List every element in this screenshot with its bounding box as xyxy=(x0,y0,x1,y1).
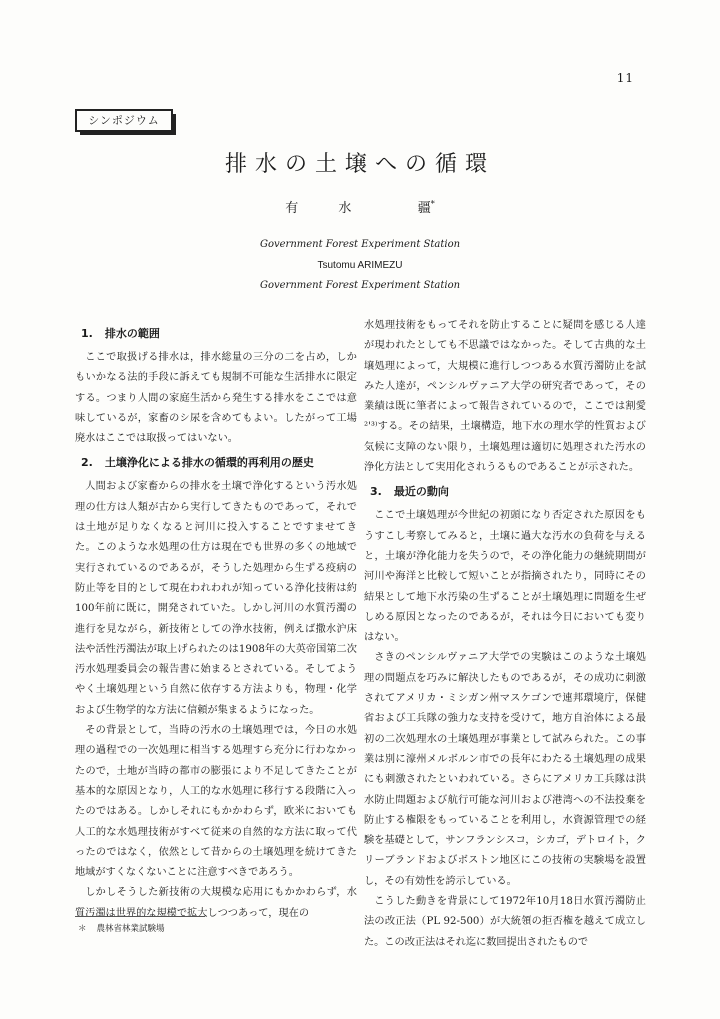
left-column xyxy=(75,316,357,924)
category-label: シンポジウム xyxy=(88,114,160,127)
footnote xyxy=(78,922,165,934)
author-footnote-mark: * xyxy=(430,199,435,209)
paragraph: ここで取扱げる排水は，排水総量の三分の二を占め，しかもいかなる法的手段に訴えても規制不可能な生活排水に限定する。つまり人間の家庭生活から発生する排水をここでは意味しているが，家畜のシ尿を含めてもよい。したがって工場廃水はここでは取扱ってはいない。 xyxy=(75,352,357,445)
paragraph: さきのペンシルヴァニア大学での実験はこのような土壌処理の問題点を巧みに解決したものであるが，その成功に刺激されてアメリカ・ミシガン州マスケゴンで連邦環境庁，保健省および工兵隊の強力な支持を受けて，地方自治体による最初の二次処理水の土壌処理が事業として試みられた。この事業は別に濠州メルボルン市での長年にわたる土壌処理の成果にも刺激されたといわれている。さらにアメリカ工兵隊は洪水防止問題および航行可能な河川および港湾への不法投棄を防止する権限をもっていることを利用し，水資源管理での経験を基礎として，サンフランシスコ，シカゴ，デトロイト，クリーブランドおよびボストン地区にこの技術の実験場を設置し，その有効性を誇示している。 xyxy=(364,652,646,887)
paragraph: ここで土壌処理が今世紀の初頭になり否定された原因をもうすこし考察してみると，土壌に過大な汚水の負荷を与えると，土壌が浄化能力を失うので，その浄化能力の継続期間が河川や海洋と比較して短いことが指摘されたり，同時にその結果として地下水汚染の生ずることが土壌処理に問題を生ぜしめる原因となったのであるが，それは今日においても変りはない。 xyxy=(364,510,646,644)
category-box xyxy=(75,109,173,132)
paragraph: こうした動きを背景にして1972年10月18日水質汚濁防止法の改正法（PL 92-500）が大統領の拒否権を越えて成立した。この改正法はそれ迄に数回提出されたもので xyxy=(364,896,646,948)
paragraph: しかしそうした新技術の大規模な応用にもかかわらず，水質汚濁は世界的な規模で拡大しつつあって，現在の xyxy=(75,887,357,919)
author-surname: 有 水 xyxy=(285,201,370,216)
author-given-name: 疆 xyxy=(417,201,431,216)
author-name xyxy=(0,197,720,216)
section-heading-3: 3. 最近の動向 xyxy=(370,485,449,499)
paper-title: 排水の土壌への循環 xyxy=(224,152,495,177)
paragraph: 水処理技術をもってそれを防止することに疑問を感じる人達が現われたとしても不思議ではなかった。そして古典的な土壌処理によって，大規模に進行しつつある水質汚濁防止を試みた人達が，ペンシルヴァニア大学の研究者であって，その業績は既に筆者によって報告されているので，ここでは割愛²'³⁾する。その結果，土壌構造，地下水の理水学的性質および気候に支障のない限り，土壌処理は適切に処理された汚水の浄化方法として実用化されうるものであることが示された。 xyxy=(364,320,646,474)
author-romaji: Tsutomu ARIMEZU xyxy=(317,260,403,271)
footnote-text: 農林省林業試験場 xyxy=(96,924,165,934)
affiliation-2: Government Forest Experiment Station xyxy=(259,280,461,291)
paragraph: その背景として，当時の汚水の土壌処理では，今日の水処理の過程での一次処理に相当する処理すら充分に行わなかったので，土地が当時の都市の膨張により不足してきたことが基本的な原因となり，人工的な水処理に移行する段階に入ったのではある。しかしそれにもかかわらず，欧米においても人工的な水処理技術がすべて従来の自然的な方法に取って代ったのではなく，依然として昔からの土壌処理を続けてきた地域がすくなくないことに注意すべきであろう。 xyxy=(75,725,357,879)
affiliation-1: Government Forest Experiment Station xyxy=(259,239,461,250)
section-heading-2: 2. 土壌浄化による排水の循環的再利用の歴史 xyxy=(81,456,314,470)
footnote-mark: ＊ xyxy=(78,924,87,934)
section-heading-1: 1. 排水の範囲 xyxy=(81,327,160,340)
footnote-rule xyxy=(75,916,205,917)
page-number: 11 xyxy=(616,71,634,85)
right-column xyxy=(364,316,646,953)
paragraph: 人間および家畜からの排水を土壌で浄化するという汚水処理の仕方は人類が古から実行してきたものであって，それでは土地が足りなくなると河川に投入することですませてきた。このような水処理の仕方は現在でも世界の多くの地域で実行されているのであるが，そうした処理から生ずる疫病の防止等を目的として現在われわれが知っている浄化技術は約100年前に既に，開発されていた。しかし河川の水質汚濁の進行を見ながら，新技術としての浄水技術，例えば撒水沪床法や活性汚濁法が取上げられたのは1908年の大英帝国第二次汚水処理委員会の報告書に始まるとされている。そしてようやく土壌処理という自然に依存する方法よりも，物理・化学および生物学的な方法に信頼が集まるようになった。 xyxy=(75,481,357,716)
